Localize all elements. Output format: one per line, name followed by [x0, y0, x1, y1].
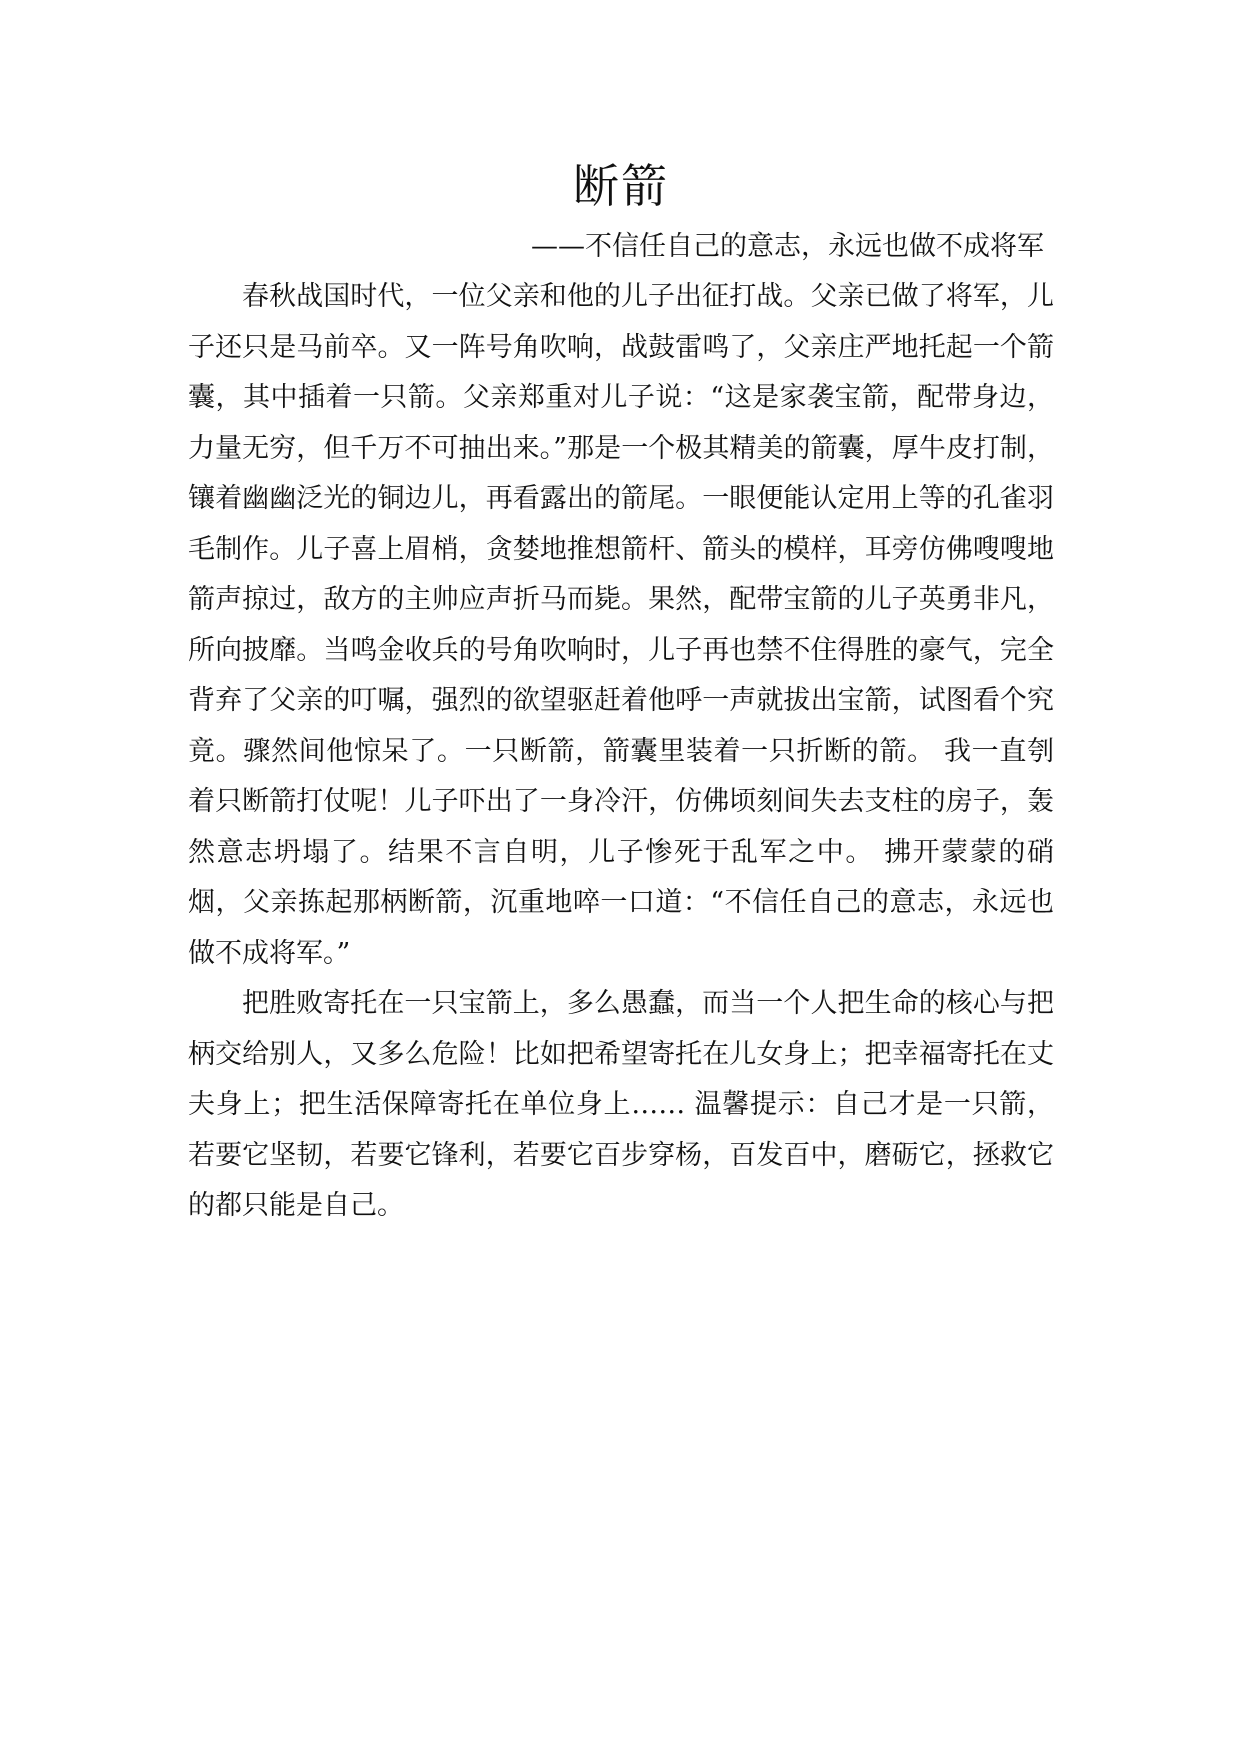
page-title: 断箭: [573, 159, 669, 213]
document-body: [188, 150, 1054, 1232]
page-subtitle: ——不信任自己的意志，永远也做不成将军: [531, 231, 1044, 262]
paragraph-story: 春秋战国时代，一位父亲和他的儿子出征打战。父亲已做了将军，儿子还只是马前卒。又一阵号角吹响，战鼓雷鸣了，父亲庄严地托起一个箭囊，其中插着一只箭。父亲郑重对儿子说：“这是家袭宝箭，配带身边，力量无穷，但千万不可抽出来。”那是一个极其精美的箭囊，厚牛皮打制，镶着幽幽泛光的铜边儿，再看露出的箭尾。一眼便能认定用上等的孔雀羽毛制作。儿子喜上眉梢，贪婪地推想箭杆、箭头的模样，耳旁仿佛嗖嗖地箭声掠过，敌方的主帅应声折马而毙。果然，配带宝箭的儿子英勇非凡，所向披靡。当鸣金收兵的号角吹响时，儿子再也禁不住得胜的豪气，完全背弃了父亲的叮嘱，强烈的欲望驱赶着他呼一声就拔出宝箭，试图看个究竟。骤然间他惊呆了。一只断箭，箭囊里装着一只折断的箭。 我一直刳着只断箭打仗呢！儿子吓出了一身冷汗，仿佛顷刻间失去支柱的房子，轰然意志坍塌了。结果不言自明，儿子惨死于乱军之中。 拂开蒙蒙的硝烟，父亲拣起那柄断箭，沉重地啐一口道：“不信任自己的意志，永远也做不成将军。”: [188, 281, 1054, 969]
paragraph-moral: 把胜败寄托在一只宝箭上，多么愚蠢，而当一个人把生命的核心与把柄交给别人，又多么危险！比如把希望寄托在儿女身上；把幸福寄托在丈夫身上；把生活保障寄托在单位身上…… 温馨提示：自己才是一只箭，若要它坚韧，若要它锋利，若要它百步穿杨，百发百中，磨砺它，拯救它的都只能是自己。: [188, 988, 1054, 1221]
